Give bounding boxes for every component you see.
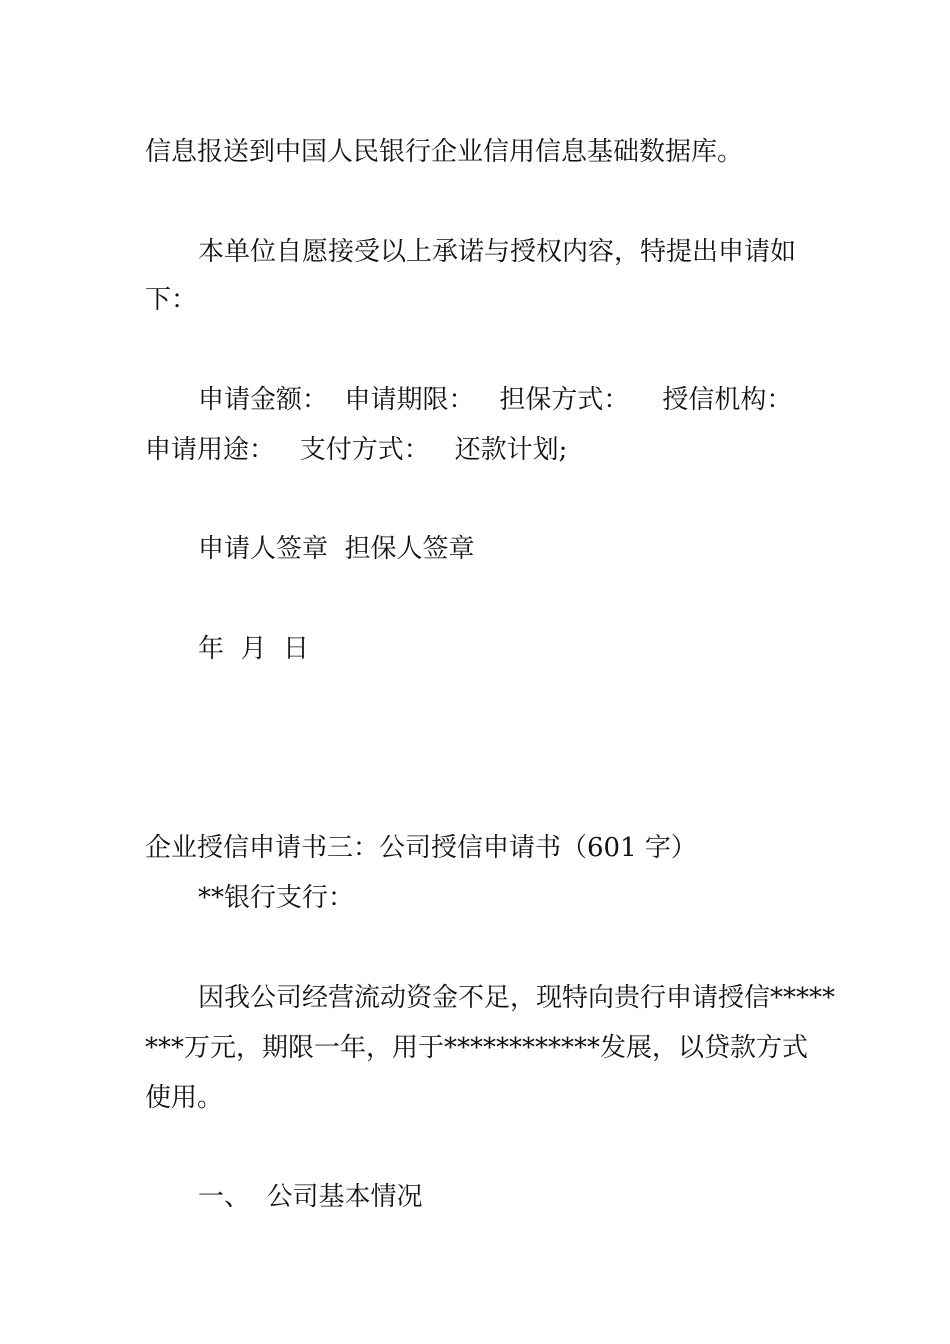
paragraph-line: 下：	[145, 285, 198, 315]
application-fields-line: 申请金额： 申请期限： 担保方式： 授信机构：	[198, 385, 793, 415]
paragraph-line: 使用。	[145, 1083, 224, 1113]
signature-line: 申请人签章 担保人签章	[198, 534, 475, 564]
section-title: 企业授信申请书三：公司授信申请书（601 字）	[145, 833, 697, 863]
salutation: **银行支行：	[198, 883, 355, 913]
paragraph-line: 本单位自愿接受以上承诺与授权内容，特提出申请如	[198, 237, 797, 267]
paragraph-line: ***万元，期限一年，用于************发展，以贷款方式	[145, 1033, 809, 1063]
date-line: 年 月 日	[198, 634, 310, 664]
section-heading: 一、 公司基本情况	[198, 1182, 423, 1212]
paragraph-line: 信息报送到中国人民银行企业信用信息基础数据库。	[145, 137, 744, 167]
application-fields-line: 申请用途： 支付方式： 还款计划;	[145, 435, 568, 465]
paragraph-line: 因我公司经营流动资金不足，现特向贵行申请授信*****	[198, 983, 836, 1013]
